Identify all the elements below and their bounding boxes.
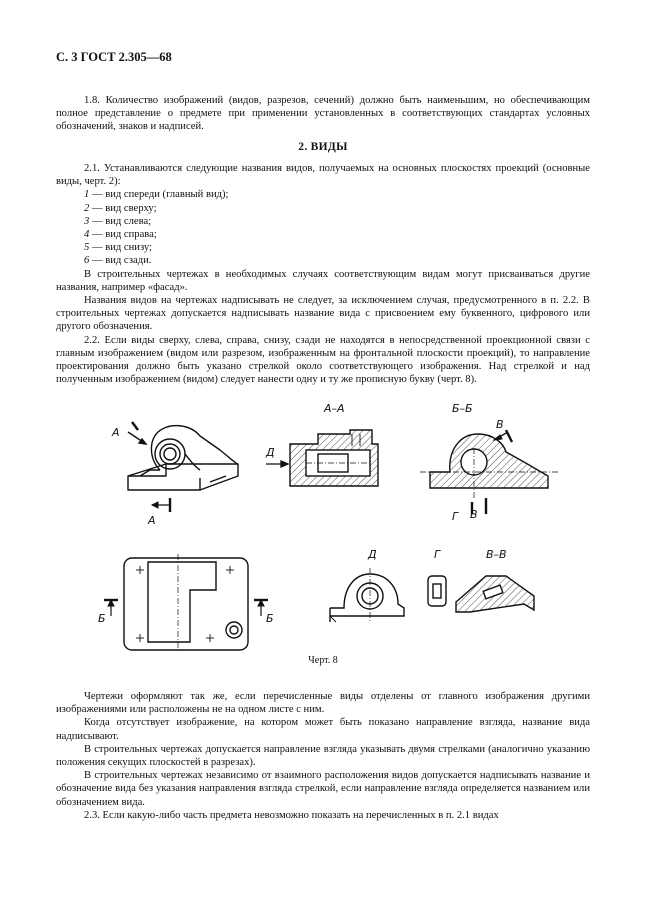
label-d-view: Д [368,548,377,561]
view-g [428,576,446,606]
cut-mark-b-left [104,600,118,616]
label-a-arrow: А [112,426,120,439]
views-list [56,188,590,267]
paragraph-1-8 [56,94,590,134]
view-item [56,215,590,228]
section-b-b [420,434,560,498]
p-2-1: 2.1. Устанавливаются следующие названия видов, получаемых на основных плоскостях проекций (основные виды, черт. 2): [56,163,590,188]
view-item [56,202,590,215]
figure-caption: Черт. 8 [308,655,338,666]
p-same-format: Чертежи оформляют так же, если перечисленные виды отделены от главного изображения другими изображениями или расположены не на одном листе с ним. [56,691,590,716]
label-b-left: Б [98,612,106,625]
label-v-top: В [496,418,504,431]
view-d [330,568,404,622]
view-text: — вид сзади. [89,255,152,267]
after-figure-text [56,690,590,822]
p-1-8: 1.8. Количество изображений (видов, разрезов, сечений) должно быть наименьшим, но обеспечивающим полное представление о предмете при применении установленных в соответствующих стандартах условных обозначений, знаков и надписей. [56,95,590,133]
view-text: — вид снизу; [89,242,153,254]
label-b-b: Б–Б [452,402,473,415]
p-building-names: В строительных чертежах в необходимых случаях соответствующим видам могут присваиваться другие названия, например «фасад». [56,268,590,293]
label-v-bottom: В [470,508,478,521]
p-2-2: 2.2. Если виды сверху, слева, справа, снизу, сзади не находятся в непосредственной проекционной связи с главным изображением (видом или разрезом, изображенным на фронтальной плоскости проекций), то направление проектирования должно быть указано стрелкой около соответствующего изображения. Над стрелкой и над полученным изображением (видом) следует нанести одну и ту же прописную букву (черт. 8). [56,334,590,386]
label-g-view: Г [434,548,441,561]
view-item [56,188,590,201]
view-item [56,241,590,254]
view-number: 4 [84,229,90,241]
section-title: 2. ВИДЫ [298,141,348,153]
view-number: 5 [84,242,90,254]
section-2-text [56,162,590,386]
view-item [56,254,590,267]
section-v-v [456,576,534,612]
view-number: 2 [84,202,90,214]
arrow-a [128,422,146,444]
isometric-part [128,426,238,490]
page-header: С. 3 ГОСТ 2.305—68 [56,50,172,64]
label-d-arrow: Д [266,446,275,459]
p-no-image: Когда отсутствует изображение, на котором может быть показано направление взгляда, название вида надписывают. [56,717,590,742]
p-two-arrows: В строительных чертежах допускается направление взгляда указывать двумя стрелками (аналогично указанию положения секущих плоскостей в разрезах). [56,743,590,769]
section-a-a [290,430,378,486]
label-b-right: Б [266,612,274,625]
view-number: 6 [84,255,90,267]
view-text: — вид слева; [89,215,152,227]
label-a-a: А–А [324,402,345,415]
p-independent: В строительных чертежах независимо от взаимного расположения видов допускается надписывать название и обозначение вида без указания направления взгляда стрелкой, если направление взгляда определяется названием или обозначением вида. [56,770,590,808]
arrow-d [266,461,288,467]
view-number: 1 [84,189,90,201]
view-number: 3 [84,215,90,227]
label-a-bottom: А [148,514,156,527]
drawing-8 [0,390,646,652]
view-text: — вид сверху; [89,202,157,214]
view-text: — вид справа; [89,229,157,241]
p-view-names: Названия видов на чертежах надписывать не следует, за исключением случая, предусмотренного в п. 2.2. В строительных чертежах допускается надписывать название вида с присвоением ему буквенного, цифрового или другого обозначения. [56,295,590,333]
p-2-3: 2.3. Если какую-либо часть предмета невозможно показать на перечисленных в п. 2.1 видах [84,809,499,821]
label-g: Г [452,510,459,523]
cut-mark-a [152,498,170,512]
label-v-v: В–В [486,548,507,561]
view-text: — вид спереди (главный вид); [89,189,229,201]
view-item [56,228,590,241]
top-view [124,554,248,652]
